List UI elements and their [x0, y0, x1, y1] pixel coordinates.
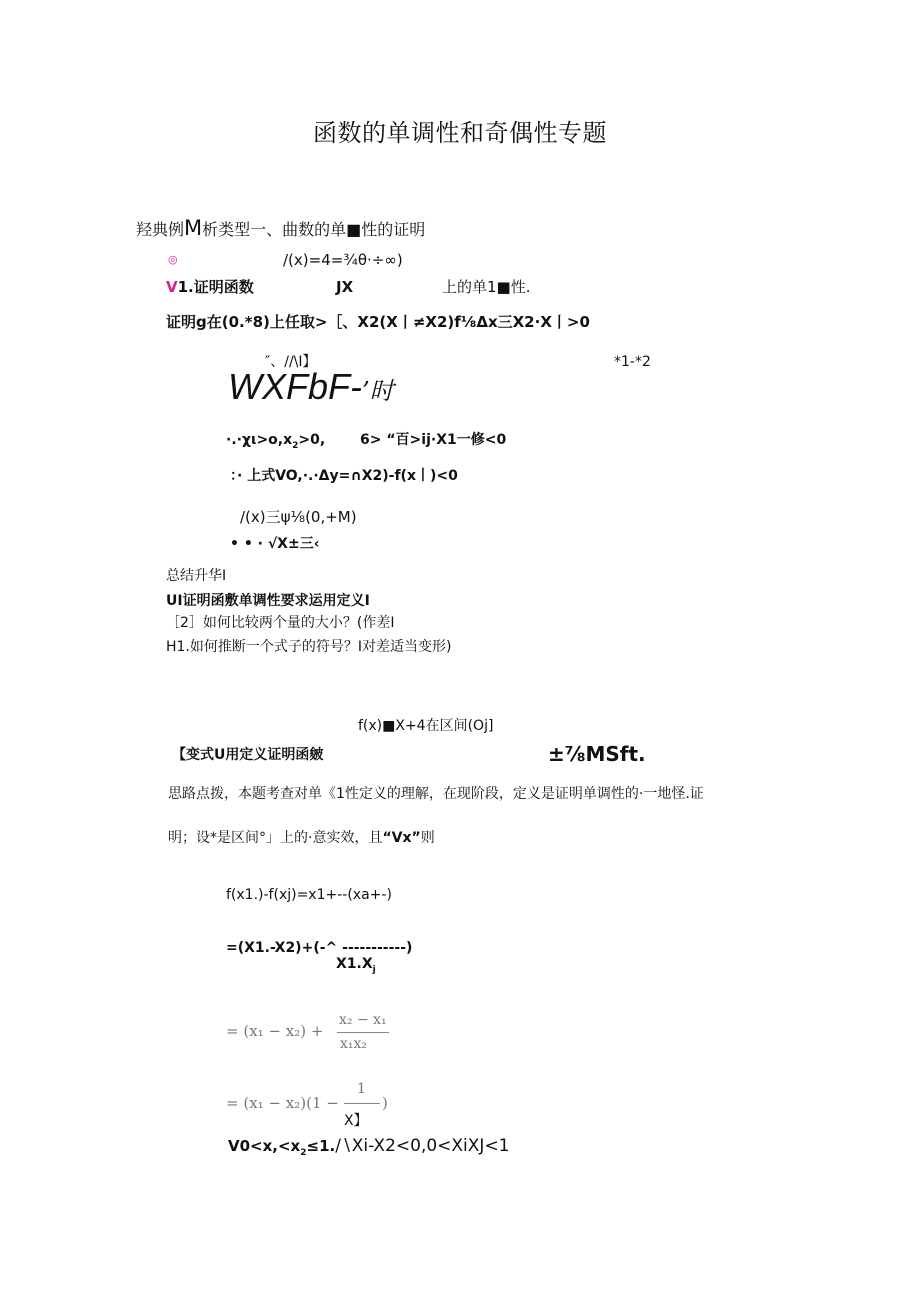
derivation-line-2-denominator	[336, 956, 376, 975]
example1-statement	[166, 279, 254, 296]
summary-point-1: UI证明函敷单调性要求运用定义I	[166, 593, 370, 609]
derivation-conclusion-a: V0<x,<x	[228, 1137, 301, 1155]
variant-hint-2-c: 则	[420, 830, 435, 846]
section-heading-rest: 析类型一、曲数的单■性的证明	[202, 220, 426, 239]
summary-point-3: H1.如何推断一个式子的符号？I对差适当变形)	[166, 639, 452, 655]
derivation-conclusion-c: ∕∖Xi-X2<0,0<XiXJ<1	[335, 1136, 510, 1156]
example1-formula: /(x)=4=¾θ·÷∞)	[283, 251, 403, 269]
derivation-line-1: f(x1.)-f(xj)=x1+--(xa+-)	[226, 887, 392, 903]
section-heading-m: M	[184, 216, 203, 240]
example1-statement-text: 1.证明函数	[177, 278, 254, 296]
proof-line-3-b: >0,	[298, 432, 326, 448]
variant-hint-2-a: 明；设*是区间°」上的·意实效，且	[168, 830, 383, 846]
section-heading-prefix: 羟典例	[136, 220, 185, 239]
section-heading	[136, 216, 425, 240]
proof-big-text	[228, 366, 394, 407]
summary-point-2: ［2］如何比较两个量的大小？(作差I	[166, 615, 395, 631]
proof-line-3-right: 6> “百>ij∙X1一修<0	[360, 432, 507, 448]
variant-label: 【变式U用定义证明函皴	[172, 747, 324, 763]
proof-small-right: *1-*2	[614, 354, 651, 370]
derivation-line-3-numerator: x₂ − x₁	[339, 1012, 387, 1028]
example1-jx: JX	[336, 278, 354, 296]
variant-formula-top: f(x)■X+4在区间(Oj]	[358, 718, 494, 734]
derivation-line-2: =(X1.-X2)+(-^ -----------)	[226, 940, 413, 956]
derivation-line-3-fraction-bar	[337, 1032, 389, 1033]
proof-line-4: ：· 上式VO,∙.∙Δy=∩X2)-f(x丨)<0	[230, 468, 458, 484]
derivation-line-4-fraction-bar	[344, 1103, 380, 1104]
proof-line-3-a: ∙.∙χι>o,x	[226, 432, 293, 448]
proof-small-top: ″、/∕\I】	[265, 354, 317, 370]
proof-line-3-left	[226, 432, 325, 451]
summary-heading: 总结升华I	[166, 568, 227, 584]
bullet-icon: ◎	[168, 253, 178, 266]
derivation-line-3-denominator: x₁x₂	[340, 1036, 368, 1052]
page-title: 函数的单调性和奇偶性专题	[313, 119, 607, 147]
derivation-line-2-denom: X1.X	[336, 956, 373, 972]
proof-line-1: 证明g在(0.*8)上任取>［、X2(X丨≠X2)f⅛Δx三X2·X丨>0	[166, 313, 590, 331]
derivation-conclusion-sub: 2	[300, 1148, 307, 1158]
example1-v-label: V	[166, 278, 178, 296]
variant-tail: ±⅞MSft.	[548, 742, 646, 766]
proof-line-5: /(x)三ψ⅛(0,+M)	[240, 508, 357, 526]
derivation-conclusion-b: ≤1.	[306, 1137, 336, 1155]
proof-big-main: WXFbF-	[228, 366, 362, 407]
derivation-line-4-denominator: X】	[344, 1113, 368, 1129]
derivation-line-4: = (x₁ − x₂)(1 −	[226, 1094, 339, 1112]
variant-hint-2	[168, 830, 435, 846]
variant-hint-1: 思路点拨，本题考查对单《1性定义的理解，在现阶段，定义是证明单调性的·一地怪.证	[168, 786, 704, 802]
derivation-line-2-denom-sub: j	[372, 964, 376, 975]
example1-tail: 上的单1■性.	[442, 278, 531, 296]
derivation-line-3: = (x₁ − x₂) +	[226, 1022, 324, 1040]
derivation-conclusion	[228, 1137, 510, 1158]
proof-big-tail: ’时	[361, 377, 394, 405]
variant-hint-2-b: “Vx”	[382, 830, 421, 846]
derivation-line-4-numerator: 1	[357, 1081, 366, 1097]
proof-line-3-sub: 2	[292, 440, 299, 451]
derivation-line-4-close: )	[382, 1094, 388, 1112]
proof-line-6: • • · √X±三‹	[230, 536, 320, 552]
